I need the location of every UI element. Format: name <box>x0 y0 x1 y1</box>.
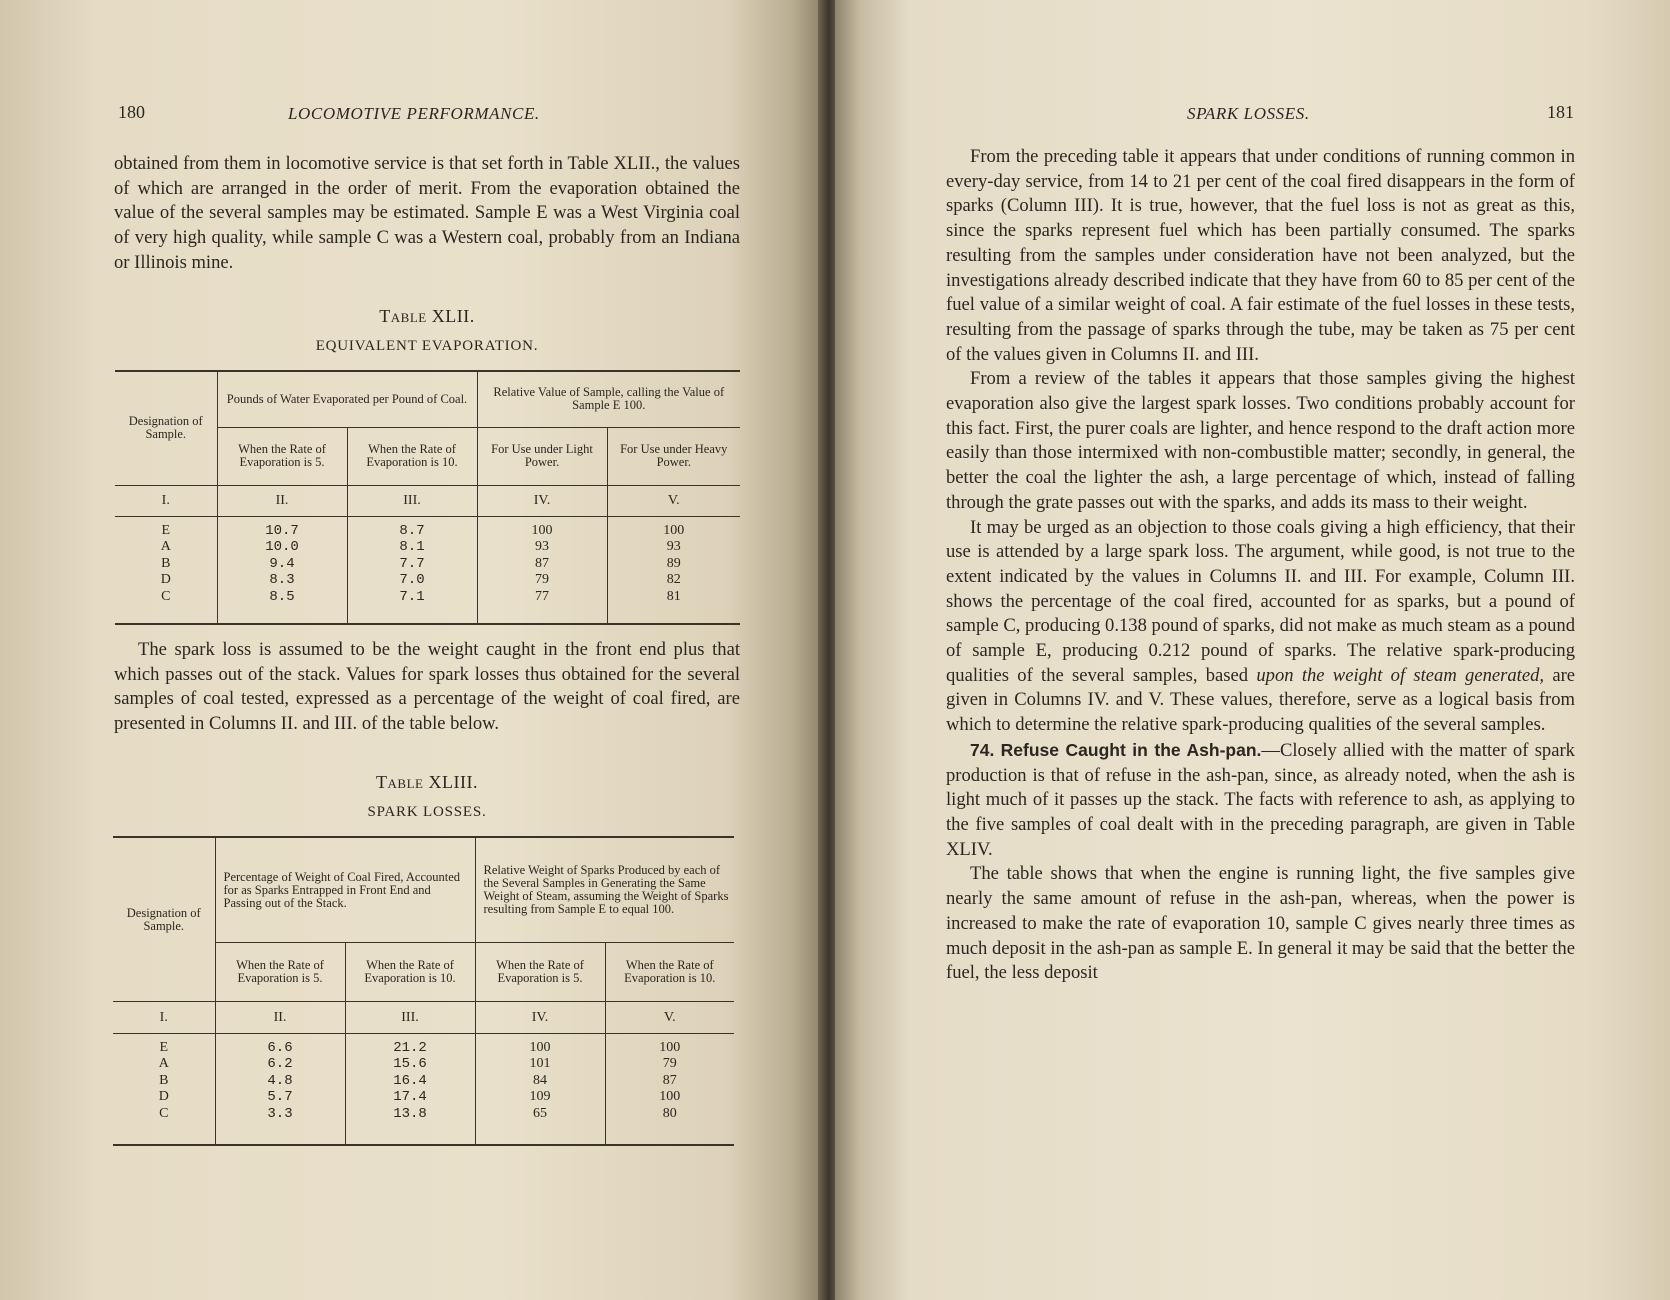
right-paragraph-2: From a review of the tables it appears that those samples giving the highest evaporation also give the largest spark losses. Two conditions probably account for this fact. First, the purer coals are lighter, and hence respond to the draft action more easily than those intermixed with non-combustible matter; secondly, in general, the better the coal the lighter the ash, a large percentage of which, instead of falling through the grate passes out with the sparks, and adds its mass to their weight. <box>946 368 1575 513</box>
evaporation-rate-10-column: 8.7 8.1 7.7 7.0 7.1 <box>347 516 477 624</box>
table-xliii <box>113 836 734 1146</box>
header-rate-10: When the Rate of Evaporation is 10. <box>347 427 477 485</box>
header-heavy-power: For Use under Heavy Power. <box>607 427 740 485</box>
roman-iv: IV. <box>477 485 607 516</box>
running-head-right: SPARK LOSSES. <box>1187 104 1310 123</box>
evaporation-rate-5-column: 10.7 10.0 9.4 8.3 8.5 <box>217 516 347 624</box>
roman-ii: II. <box>215 1002 345 1034</box>
roman-v: V. <box>605 1002 734 1034</box>
light-power-column: 100 93 87 79 77 <box>477 516 607 624</box>
right-paragraph-1: From the preceding table it appears that under conditions of running common in every-day service, from 14 to 21 per cent of the coal fired disappears in the form of sparks (Column III). It is true, however, that the fuel loss is not as great as this, since the sparks represent fuel which has been partially consumed. The sparks resulting from the samples under consideration have not been analyzed, but the investigations already described indicate that they have from 60 to 85 per cent of the fuel value of a similar weight of coal. A fair estimate of the fuel losses in these tests, resulting from the passage of sparks through the tube, may be taken as 75 per cent of the values given in Columns II. and III. <box>946 146 1575 365</box>
roman-iii: III. <box>345 1002 475 1034</box>
header-designation: Designation of Sample. <box>113 837 215 1002</box>
roman-iv: IV. <box>475 1002 605 1034</box>
table-xliii-subtitle: SPARK LOSSES. <box>367 804 487 820</box>
left-page <box>0 0 825 1300</box>
page-number-left: 180 <box>118 102 145 122</box>
spark-pct-rate-5-column: 6.6 6.2 4.8 5.7 3.3 <box>215 1033 345 1145</box>
header-relative-rate-10: When the Rate of Evaporation is 10. <box>605 943 734 1002</box>
header-rate-5: When the Rate of Evaporation is 5. <box>217 427 347 485</box>
right-paragraph-5: The table shows that when the engine is running light, the five samples give nearly the same amount of refuse in the ash-pan, whereas, when the power is increased to make the rate of evaporation 10, sample C gives nearly three times as much deposit in the ash-pan as sample E. In general it may be said that the better the fuel, the less deposit <box>946 863 1575 984</box>
header-relative-weight-sparks: Relative Weight of Sparks Produced by each of the Several Samples in Generating the Same Weight of Steam, assuming the Weight of Sparks resulting from Sample E to equal 100. <box>475 837 734 943</box>
spark-pct-rate-10-column: 21.2 15.6 16.4 17.4 13.8 <box>345 1033 475 1145</box>
relative-sparks-rate-5-column: 100 101 84 109 65 <box>475 1033 605 1145</box>
header-designation: Designation of Sample. <box>115 371 217 485</box>
table-xliii-title: Table XLIII. <box>376 772 478 792</box>
roman-ii: II. <box>217 485 347 516</box>
header-pounds-water: Pounds of Water Evaporated per Pound of Coal. <box>217 371 477 427</box>
roman-iii: III. <box>347 485 477 516</box>
running-head-left: LOCOMOTIVE PERFORMANCE. <box>288 104 540 123</box>
left-paragraph-2: The spark loss is assumed to be the weight caught in the front end plus that which passes out of the stack. Values for spark losses thus obtained for the several samples of coal tested, expressed as a percentage of the weight of coal fired, are presented in Columns II. and III. of the table below. <box>114 639 740 735</box>
section-number: 74. <box>970 739 995 760</box>
left-paragraph-1: obtained from them in locomotive service is that set forth in Table XLII., the values of which are arranged in the order of merit. From the evaporation obtained the value of the several samples may be estimated. Sample E was a West Virginia coal of very high quality, while sample C was a Western coal, probably from an Indiana or Illinois mine. <box>114 153 740 273</box>
header-light-power: For Use under Light Power. <box>477 427 607 485</box>
table-xlii-title: Table XLII. <box>379 306 475 326</box>
right-page <box>835 0 1670 1300</box>
header-percentage-weight: Percentage of Weight of Coal Fired, Accounted for as Sparks Entrapped in Front End and Passing out of the Stack. <box>215 837 475 943</box>
header-relative-rate-5: When the Rate of Evaporation is 5. <box>475 943 605 1002</box>
roman-i: I. <box>115 485 217 516</box>
page-number-right: 181 <box>1547 102 1574 122</box>
table-xlii-subtitle: EQUIVALENT EVAPORATION. <box>315 338 539 354</box>
header-relative-value: Relative Value of Sample, calling the Value of Sample E 100. <box>477 371 740 427</box>
roman-i: I. <box>113 1002 215 1034</box>
heavy-power-column: 100 93 89 82 81 <box>607 516 740 624</box>
header-rate-10: When the Rate of Evaporation is 10. <box>345 943 475 1002</box>
sample-column: E A B D C <box>160 522 171 604</box>
right-text-block <box>946 145 1575 986</box>
sample-column: E A B D C <box>158 1039 169 1121</box>
right-paragraph-4: 74. Refuse Caught in the Ash-pan.—Closely allied with the matter of spark production is that of refuse in the ash-pan, since, as already noted, when the ash is light much of it passes up the stack. The facts with reference to ash, as applying to the five samples of coal dealt with in the preceding paragraph, are given in Table XLIV. <box>946 739 1575 860</box>
right-paragraph-3: It may be urged as an objection to those coals giving a high efficiency, that their use is attended by a large spark loss. The argument, while good, is not true to the extent indicated by the values in Columns II. and III. For example, Column III. shows the percentage of the coal fired, accounted for as sparks, but a pound of sample C, producing 0.138 pound of sparks, did not make as much steam as a pound of sample E, producing 0.212 pound of sparks. The relative spark-producing qualities of the several samples, based upon the weight of steam generated, are given in Columns IV. and V. These values, therefore, serve as a logical basis from which to determine the relative spark-producing qualities of the several samples. <box>946 516 1576 736</box>
relative-sparks-rate-10-column: 100 79 87 100 80 <box>605 1033 734 1145</box>
header-rate-5: When the Rate of Evaporation is 5. <box>215 943 345 1002</box>
section-title: Refuse Caught in the Ash-pan. <box>1000 739 1262 760</box>
roman-v: V. <box>607 485 740 516</box>
table-xlii <box>115 370 740 625</box>
